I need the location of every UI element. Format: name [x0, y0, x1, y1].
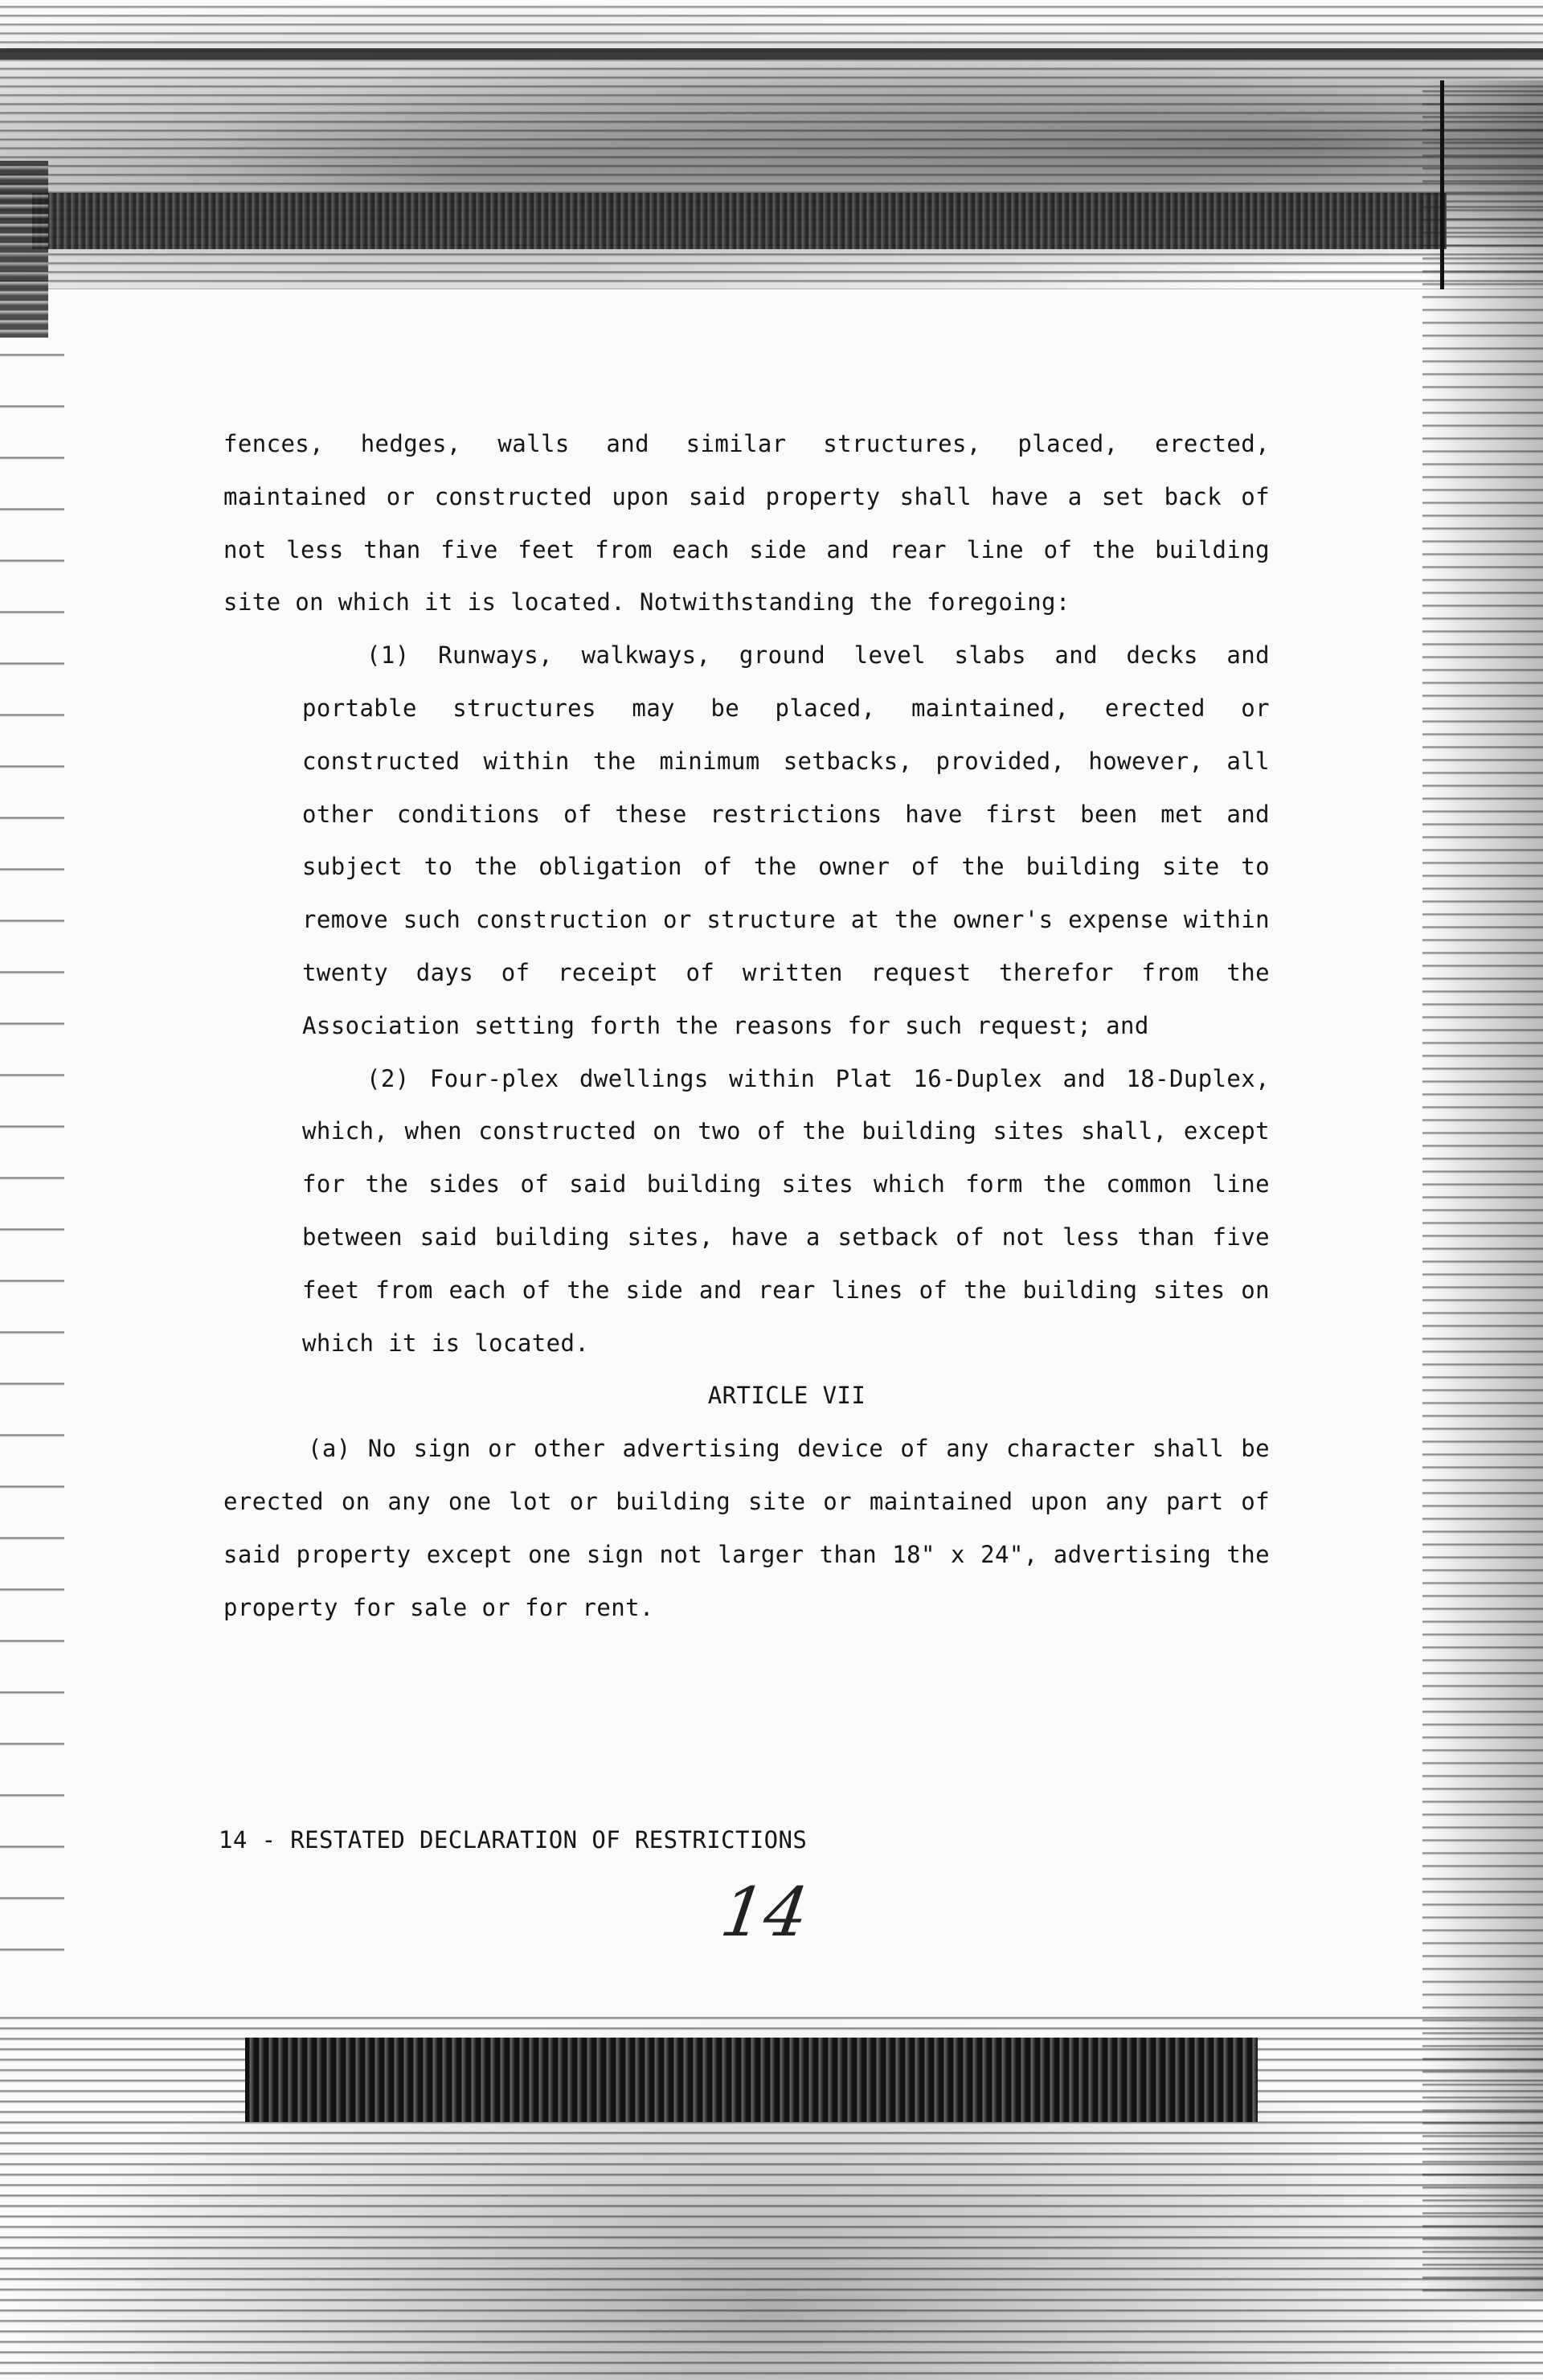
scan-rule-right	[1440, 80, 1444, 289]
paragraph-setback: fences, hedges, walls and similar structures, placed, erected, maintained or constructed upon said property shall have a set back of not less than five feet from each side and rear line of the building site on which it is located. Notwithstanding the foregoing:	[223, 430, 1270, 617]
scan-line-top	[0, 48, 1543, 59]
article-vii-paragraph-a: (a) No sign or other advertising device of any character shall be erected on any one lot or building site or maintained upon any part of said property except one sign not larger than 18" x 24", advertising the property for sale or for rent.	[223, 1435, 1270, 1621]
article-heading: ARTICLE VII	[707, 1382, 866, 1410]
exception-item-2: (2) Four-plex dwellings within Plat 16-Duplex and 18-Duplex, which, when constructed on two of the building sites shall, except for the sides of said building sites which form the common line between said building sites, have a setback of not less than five feet from each of the side and rear lines of the building sites on which it is located.	[302, 1064, 1270, 1357]
handwritten-page-number: 14	[716, 1873, 813, 1952]
page-footer: 14 - RESTATED DECLARATION OF RESTRICTIONS	[219, 1826, 808, 1854]
exceptions-list	[302, 629, 1270, 1370]
document-body	[223, 418, 1270, 1634]
exception-item-1: (1) Runways, walkways, ground level slabs and decks and portable structures may be placed, maintained, erected or constructed within the minimum setbacks, provided, however, all other conditions of these restrictions have first been met and subject to the obligation of the owner of the building site to remove such construction or structure at the owner's expense within twenty days of receipt of written request therefor from the Association setting forth the reasons for such request; and	[302, 641, 1270, 1039]
scan-noise-left-edge	[0, 305, 64, 1993]
scan-bar-bottom	[245, 2038, 1258, 2122]
scan-bar-top	[32, 193, 1447, 249]
scan-noise-right-edge	[1422, 80, 1543, 2299]
